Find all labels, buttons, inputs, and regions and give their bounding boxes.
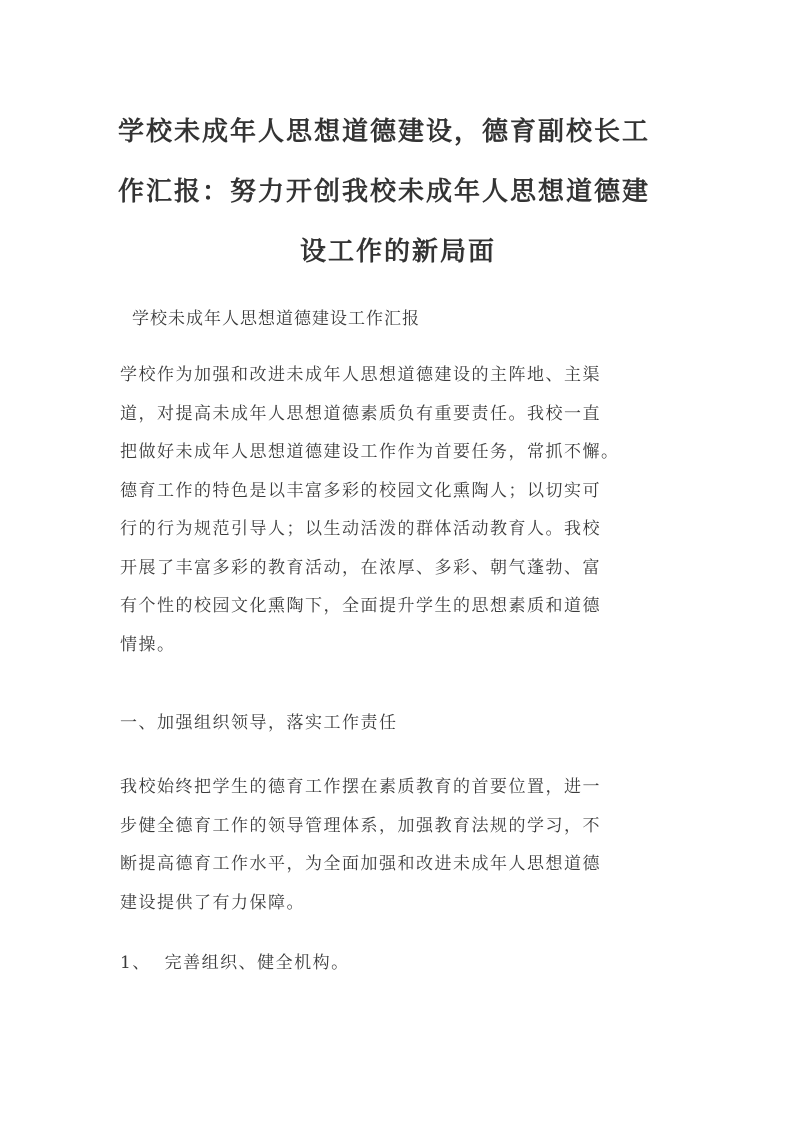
paragraph-line: 行的行为规范引导人；以生动活泼的群体活动教育人。我校	[120, 519, 601, 539]
paragraph-line: 我校始终把学生的德育工作摆在素质教育的首要位置，进一	[120, 777, 601, 797]
paragraph-line: 学校作为加强和改进未成年人思想道德建设的主阵地、主渠	[120, 365, 601, 385]
section-heading-1: 一、加强组织领导，落实工作责任	[120, 713, 398, 733]
title-line: 学校未成年人思想道德建设，德育副校长工	[118, 117, 651, 147]
paragraph-line: 步健全德育工作的领导管理体系，加强教育法规的学习，不	[120, 815, 601, 836]
paragraph-intro	[120, 356, 700, 664]
paragraph-line: 有个性的校园文化熏陶下，全面提升学生的思想素质和道德	[120, 596, 601, 616]
paragraph-line: 断提高德育工作水平，为全面加强和改进未成年人思想道德	[120, 854, 601, 874]
paragraph-line: 情操。	[120, 634, 176, 655]
subsection-heading-1: 1、 完善组织、健全机构。	[120, 953, 350, 973]
paragraph-section-1	[120, 768, 700, 922]
title-line: 作汇报：努力开创我校未成年人思想道德建	[118, 177, 651, 207]
paragraph-line: 道，对提高未成年人思想道德素质负有重要责任。我校一直	[120, 403, 601, 424]
paragraph-line: 把做好未成年人思想道德建设工作作为首要任务，常抓不懈。	[120, 442, 620, 462]
paragraph-line: 建设提供了有力保障。	[120, 892, 305, 913]
paragraph-line: 德育工作的特色是以丰富多彩的校园文化熏陶人；以切实可	[120, 480, 601, 501]
document-subtitle: 学校未成年人思想道德建设工作汇报	[132, 309, 420, 329]
document-title	[118, 102, 678, 282]
paragraph-line: 开展了丰富多彩的教育活动，在浓厚、多彩、朝气蓬勃、富	[120, 557, 601, 578]
title-line: 设工作的新局面	[299, 237, 496, 267]
